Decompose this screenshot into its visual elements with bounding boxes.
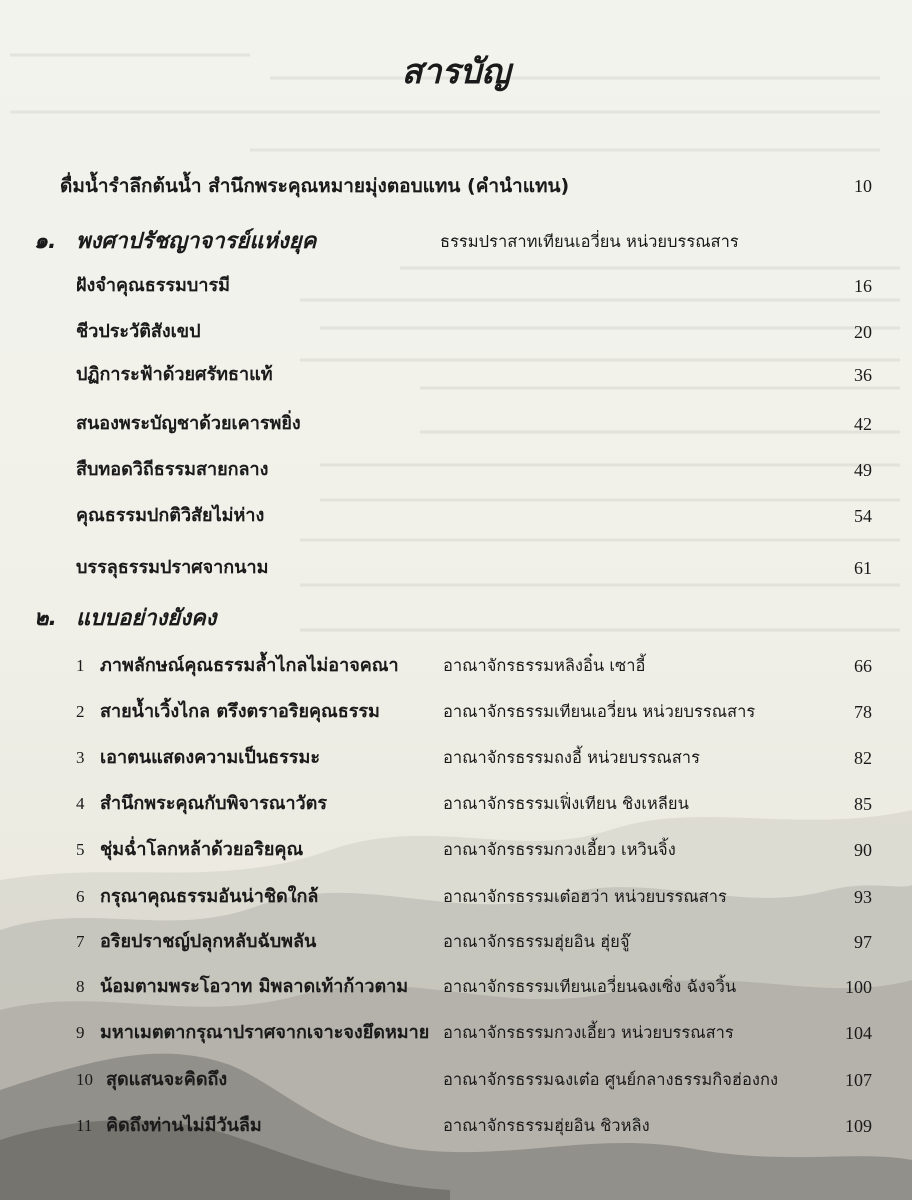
toc-item	[0, 404, 912, 444]
toc-item-author: อาณาจักรธรรมฮุ่ยอิน ชิวหลิง	[443, 1116, 650, 1135]
toc-item-author: อาณาจักรธรรมเทียนเอวี่ยนฉงเซิ่ง ฉังจวิ้น	[443, 977, 737, 996]
toc-item	[0, 830, 912, 870]
toc-item-title: สนองพระบัญชาด้วยเคารพยิ่ง	[76, 413, 301, 434]
toc-item-number: 6	[76, 887, 85, 906]
toc-item-title: ฝังจำคุณธรรมบารมี	[76, 275, 230, 296]
toc-item-title: เอาตนแสดงความเป็นธรรมะ	[100, 747, 320, 768]
toc-item-number: 4	[76, 794, 85, 813]
section-1-header	[0, 222, 912, 262]
preface-page: 10	[854, 176, 872, 196]
toc-item-title: สืบทอดวิถีธรรมสายกลาง	[76, 459, 269, 480]
toc-item-page: 93	[854, 887, 872, 907]
toc-item	[0, 692, 912, 732]
toc-item-page: 109	[845, 1116, 872, 1136]
toc-item	[0, 1106, 912, 1146]
toc-item-title: ภาพลักษณ์คุณธรรมล้ำไกลไม่อาจคณา	[100, 655, 399, 676]
toc-item-number: 8	[76, 977, 85, 996]
toc-item-title: ชุ่มฉ่ำโลกหล้าด้วยอริยคุณ	[100, 839, 304, 860]
toc-item	[0, 1013, 912, 1053]
toc-item-number: 7	[76, 932, 85, 951]
toc-item-page: 78	[854, 702, 872, 722]
section-1-author: ธรรมปราสาทเทียนเอวี่ยน หน่วยบรรณสาร	[440, 232, 739, 251]
toc-item	[0, 738, 912, 778]
toc-item	[0, 548, 912, 588]
toc-item	[0, 1060, 912, 1100]
section-2-title: แบบอย่างยังคง	[76, 606, 217, 631]
section-1-number: ๑.	[34, 229, 57, 254]
section-2-header	[0, 599, 912, 639]
toc-item-author: อาณาจักรธรรมหลิงอิ๋น เซาอี้	[443, 656, 646, 675]
toc-item-page: 36	[854, 365, 872, 385]
preface-title: ดื่มน้ำรำลึกต้นน้ำ สำนึกพระคุณหมายมุ่งตอบแทน (คำนำแทน)	[60, 175, 570, 197]
toc-item	[0, 967, 912, 1007]
toc-item-page: 100	[845, 977, 872, 997]
toc-item-page: 90	[854, 840, 872, 860]
toc-item-title: สายน้ำเวิ้งไกล ตรึงตราอริยคุณธรรม	[100, 701, 380, 722]
toc-item-author: อาณาจักรธรรมกวงเอี้ยว หน่วยบรรณสาร	[443, 1023, 734, 1042]
toc-item-title: มหาเมตตากรุณาปราศจากเจาะจงยึดหมาย	[100, 1022, 430, 1043]
toc-item-page: 85	[854, 794, 872, 814]
toc-item	[0, 784, 912, 824]
toc-item-title: บรรลุธรรมปราศจากนาม	[76, 557, 269, 578]
toc-item-author: อาณาจักรธรรมเฟิ่งเทียน ชิงเหลียน	[443, 794, 689, 813]
toc-item-title: ชีวประวัติสังเขป	[76, 321, 201, 342]
toc-item-author: อาณาจักรธรรมเทียนเอวี่ยน หน่วยบรรณสาร	[443, 702, 756, 721]
toc-item-page: 107	[845, 1070, 872, 1090]
toc-item	[0, 266, 912, 306]
toc-item-number: 2	[76, 702, 85, 721]
toc-item-author: อาณาจักรธรรมฉงเต๋อ ศูนย์กลางธรรมกิจฮ่องกง	[443, 1070, 779, 1089]
toc-item-number: 10	[76, 1070, 93, 1089]
toc-item	[0, 922, 912, 962]
toc-item-page: 20	[854, 322, 872, 342]
toc-item-page: 54	[854, 506, 872, 526]
section-1-title: พงศาปรัชญาจารย์แห่งยุค	[76, 229, 317, 254]
toc-item-page: 66	[854, 656, 872, 676]
toc-item-number: 11	[76, 1116, 93, 1135]
toc-item-title: คุณธรรมปกติวิสัยไม่ห่าง	[76, 505, 265, 526]
toc-item-author: อาณาจักรธรรมถงอี้ หน่วยบรรณสาร	[443, 748, 700, 767]
toc-item-page: 42	[854, 414, 872, 434]
toc-item-title: สุดแสนจะคิดถึง	[106, 1069, 228, 1090]
toc-item	[0, 355, 912, 395]
toc-item-page: 61	[854, 558, 872, 578]
section-2-number: ๒.	[34, 606, 57, 631]
preface-row	[0, 166, 912, 206]
toc-item-page: 97	[854, 932, 872, 952]
toc-item-title: น้อมตามพระโอวาท มิพลาดเท้าก้าวตาม	[100, 976, 409, 997]
toc-item	[0, 646, 912, 686]
toc-item-author: อาณาจักรธรรมเต๋อฮว่า หน่วยบรรณสาร	[443, 887, 727, 906]
toc-item-title: อริยปราชญ์ปลุกหลับฉับพลัน	[100, 931, 317, 952]
toc-item-number: 5	[76, 840, 85, 859]
toc-item-author: อาณาจักรธรรมฮุ่ยอิน ฮุ่ยจู๊	[443, 932, 630, 951]
toc-item	[0, 450, 912, 490]
toc-item-number: 9	[76, 1023, 85, 1042]
toc-item-title: ปฏิการะฟ้าด้วยศรัทธาแท้	[76, 364, 273, 385]
toc-item-page: 16	[854, 276, 872, 296]
page-title: สารบัญ	[401, 52, 511, 92]
toc-item-author: อาณาจักรธรรมกวงเอี้ยว เหวินจิ้ง	[443, 840, 676, 859]
toc-item-title: กรุณาคุณธรรมอันน่าชิดใกล้	[100, 886, 319, 907]
toc-item-page: 49	[854, 460, 872, 480]
toc-item-page: 104	[845, 1023, 872, 1043]
toc-item	[0, 877, 912, 917]
toc-item-page: 82	[854, 748, 872, 768]
toc-item-number: 1	[76, 656, 85, 675]
toc-item	[0, 312, 912, 352]
toc-item-title: สำนึกพระคุณกับพิจารณาวัตร	[100, 793, 328, 814]
toc-item	[0, 496, 912, 536]
toc-item-title: คิดถึงท่านไม่มีวันลืม	[106, 1115, 262, 1136]
toc-item-number: 3	[76, 748, 85, 767]
